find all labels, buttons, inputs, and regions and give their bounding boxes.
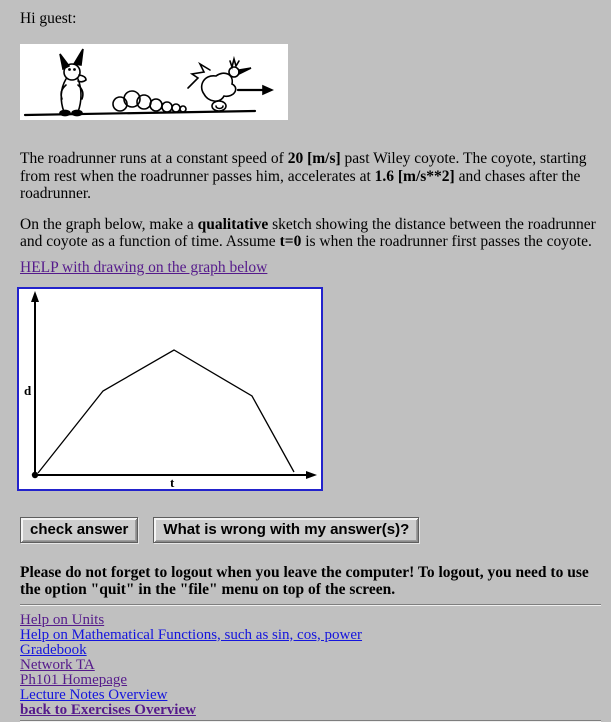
roadrunner-body (202, 73, 236, 101)
t0-emphasis: t=0 (279, 233, 302, 250)
problem-statement-2 (20, 216, 600, 251)
coyote-head (64, 64, 80, 80)
answer-buttons-row (20, 517, 601, 543)
right-arrow-icon (238, 86, 272, 94)
coyote-foot (60, 110, 70, 115)
cartoon-image (20, 44, 288, 120)
divider-bottom (20, 720, 601, 722)
link-ph101-homepage[interactable]: Ph101 Homepage (20, 671, 128, 688)
tail-feathers (188, 64, 210, 88)
greeting-text: Hi guest: (20, 10, 77, 27)
origin-dot (32, 471, 38, 477)
dust-cloud (113, 91, 186, 112)
link-lecture-notes-overview[interactable]: Lecture Notes Overview (20, 686, 168, 703)
link-gradebook[interactable]: Gradebook (20, 641, 87, 658)
qualitative-emphasis: qualitative (197, 215, 269, 233)
coyote-right-ear (74, 49, 83, 65)
divider-top (20, 604, 601, 606)
roadrunner-figure (188, 59, 251, 111)
roadrunner-coyote-cartoon-icon (20, 44, 288, 120)
x-axis-label: t (170, 474, 175, 489)
text-run: is when the roadrunner first passes the coyote. (301, 233, 592, 250)
speed-value: 20 [m/s] (287, 150, 341, 167)
problem-statement-1 (20, 150, 600, 203)
beak (239, 68, 251, 74)
y-axis-label: d (24, 382, 32, 398)
acceleration-value: 1.6 [m/s**2] (374, 167, 455, 185)
check-answer-button[interactable]: check answer (20, 517, 138, 543)
link-back-to-exercises-overview[interactable]: back to Exercises Overview (20, 701, 196, 718)
roadrunner-head (229, 67, 239, 77)
text-run: On the graph below, make a (20, 215, 198, 233)
text-run: The roadrunner runs at a constant speed of (20, 150, 288, 167)
leg-blur (212, 101, 226, 111)
whats-wrong-button[interactable]: What is wrong with my answer(s)? (153, 517, 419, 543)
link-help-math-functions[interactable]: Help on Mathematical Functions, such as sin, cos, power (20, 626, 363, 643)
link-help-on-units[interactable]: Help on Units (20, 611, 105, 628)
text-run: and chases after the roadrunner. (20, 167, 581, 202)
graph-canvas[interactable] (17, 287, 323, 491)
help-drawing-link[interactable]: HELP with drawing on the graph below (20, 258, 268, 276)
y-axis-arrowhead (31, 291, 39, 302)
coyote-left-ear (60, 54, 69, 69)
head-crest (230, 59, 239, 67)
sketch-line[interactable] (38, 350, 294, 473)
link-network-ta[interactable]: Network TA (20, 656, 95, 673)
logout-warning: Please do not forget to logout when you leave the computer! To logout, you need to use the option "quit" in the "file" menu on top of the screen. (20, 563, 589, 598)
text-run: past Wiley coyote. The coyote, starting from rest when the roadrunner passes him, accelerates at (20, 150, 587, 185)
x-axis-arrowhead (306, 471, 317, 479)
footer-links (20, 613, 601, 718)
text-run: sketch showing the distance between the roadrunner and coyote as a function of time. Assume (20, 215, 596, 250)
help-link-row (20, 260, 601, 276)
